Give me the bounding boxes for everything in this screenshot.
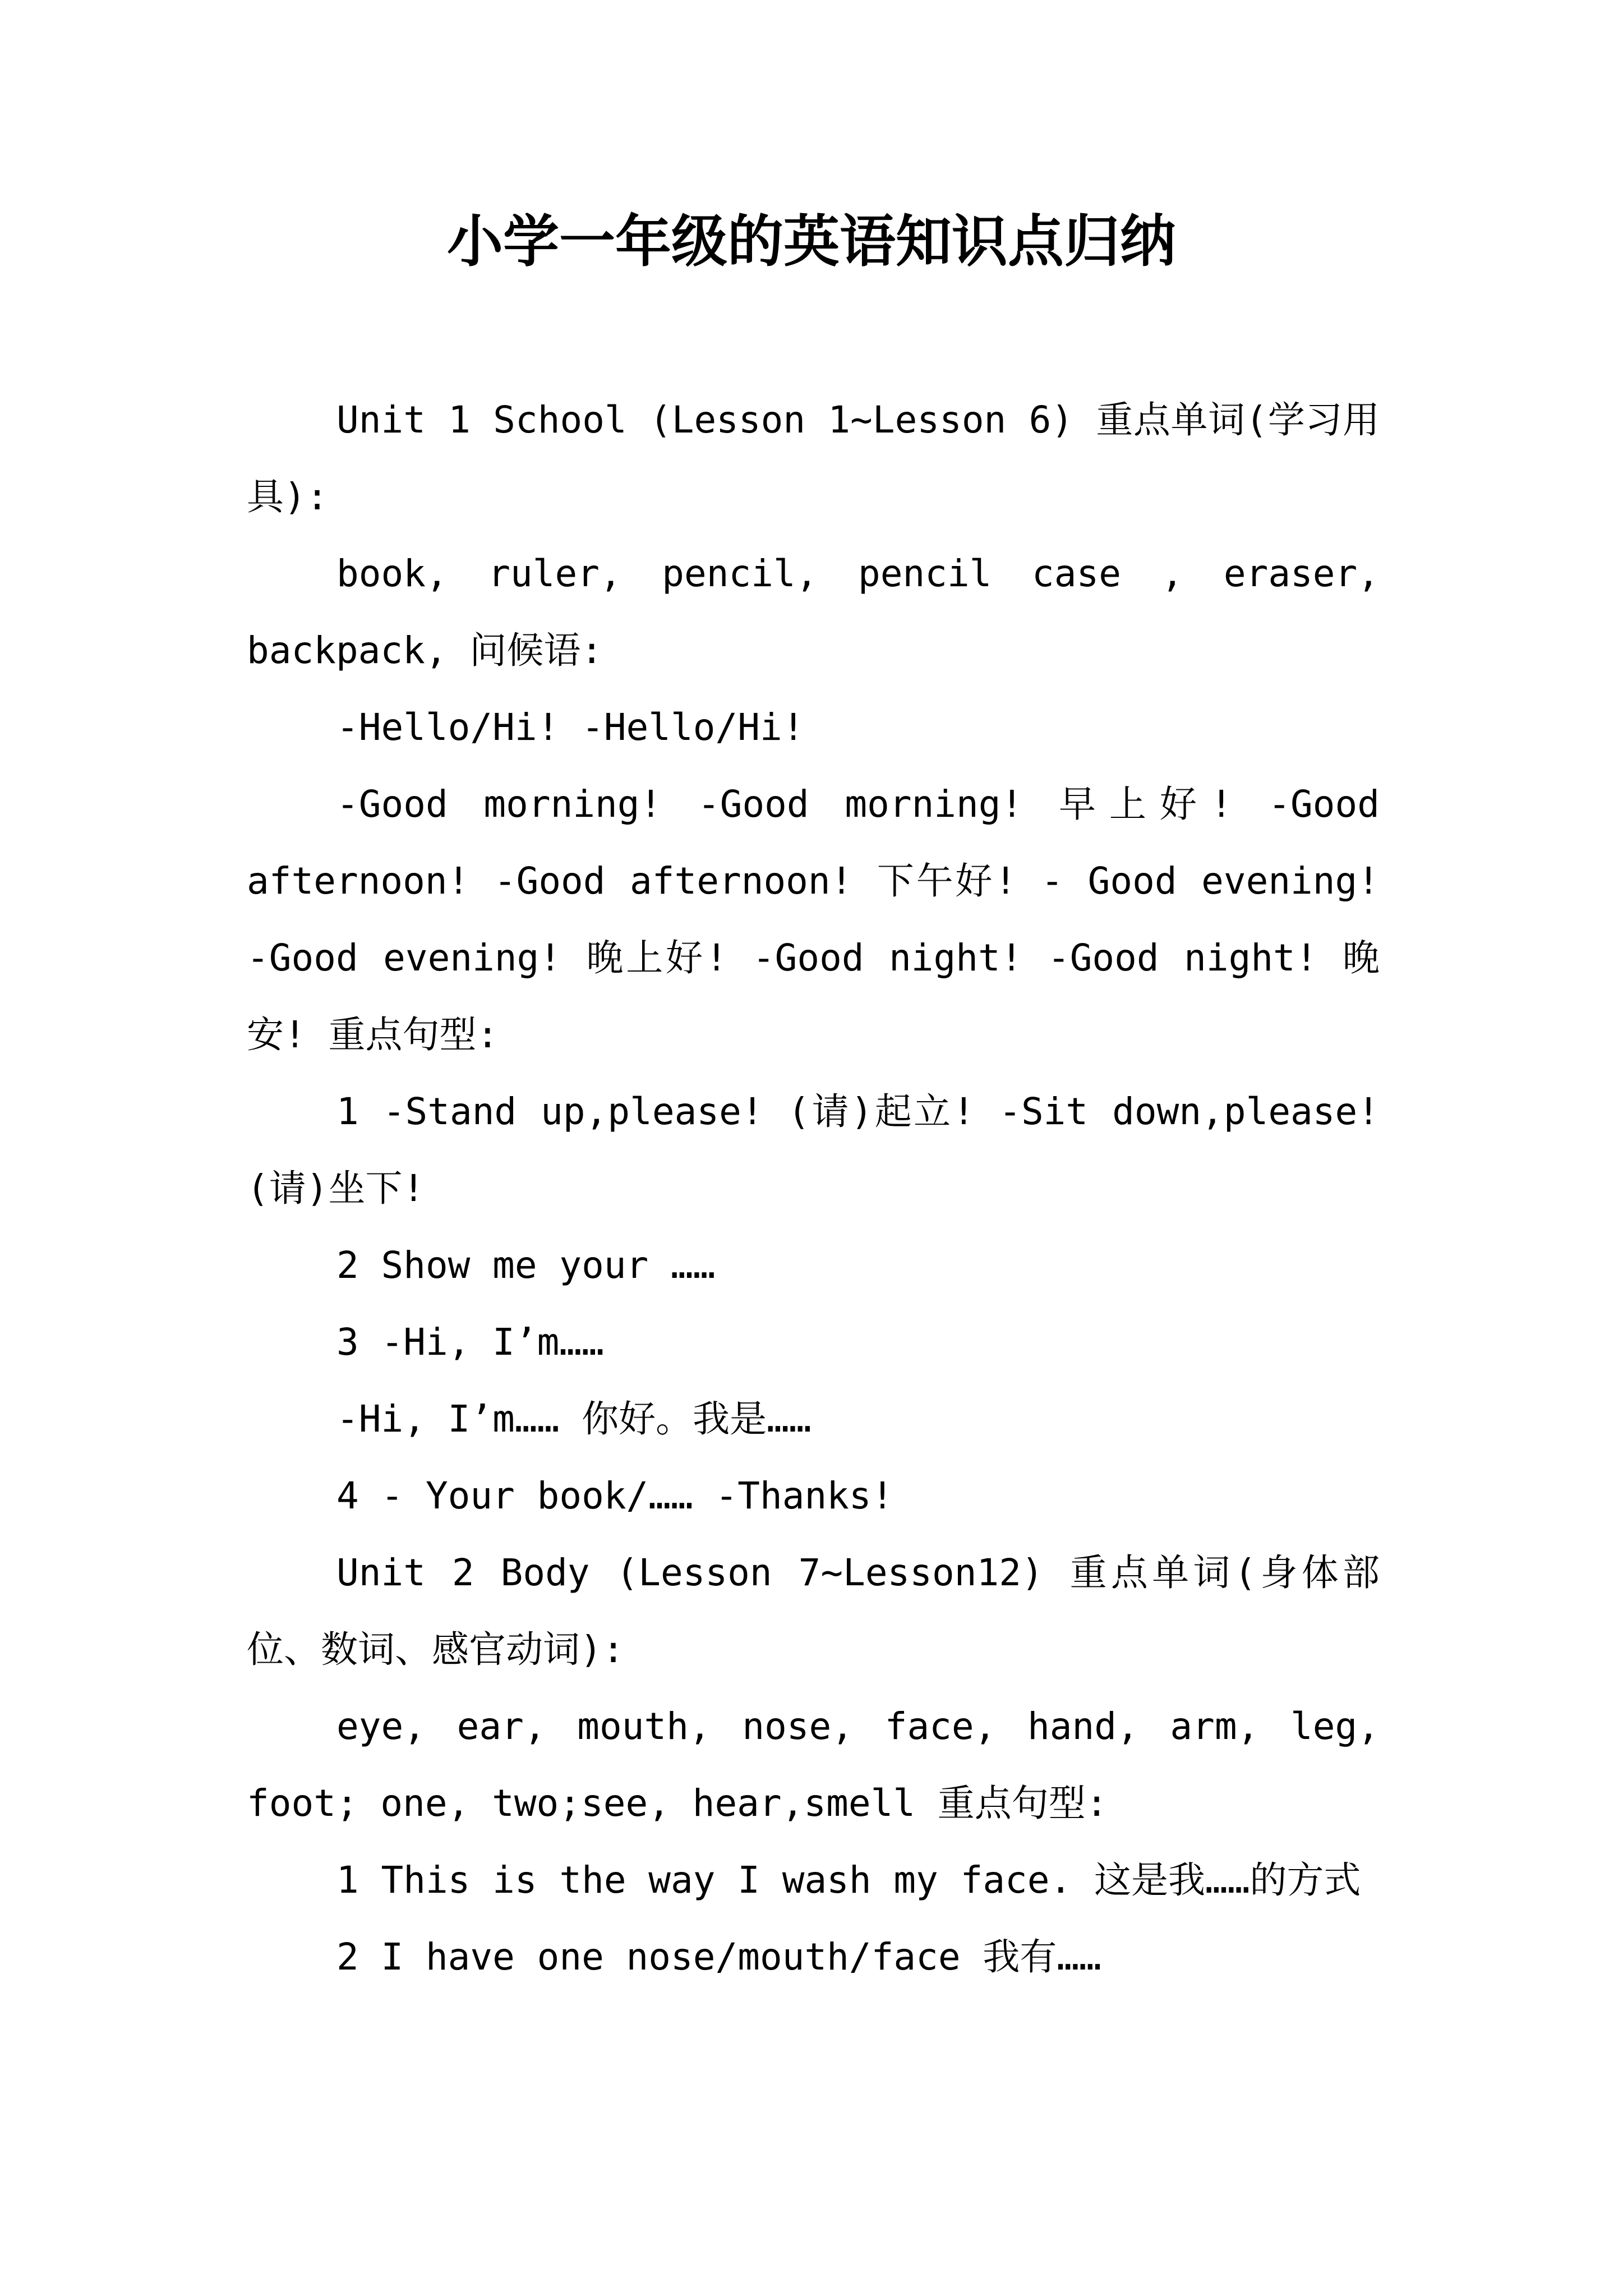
- paragraph-unit1-heading: Unit 1 School (Lesson 1~Lesson 6) 重点单词(学习用具):: [247, 398, 1380, 518]
- paragraph-greetings: -Good morning! -Good morning! 早上好! -Good afternoon! -Good afternoon! 下午好! - Good evening! -Good evening! 晚上好! -Good night! -Good night! 晚安! 重点句型:: [247, 783, 1380, 1056]
- paragraph-unit1-vocab: book, ruler, pencil, pencil case , eraser, backpack, 问候语:: [247, 552, 1380, 672]
- paragraph-sentence-3: 3 -Hi, I’m……: [336, 1320, 604, 1364]
- document-title: 小学一年级的英语知识点归纳: [447, 208, 1176, 274]
- paragraph-unit2-sentence-1: 1 This is the way I wash my face. 这是我……的方式: [336, 1858, 1361, 1902]
- paragraph-sentence-2: 2 Show me your ……: [336, 1244, 716, 1287]
- paragraph-unit2-vocab: eye, ear, mouth, nose, face, hand, arm, leg, foot; one, two;see, hear,smell 重点句型:: [247, 1705, 1380, 1825]
- document-body: [247, 381, 1380, 1995]
- paragraph-sentence-4: 4 - Your book/…… -Thanks!: [336, 1474, 894, 1517]
- paragraph-sentence-1: 1 -Stand up,please! (请)起立! -Sit down,please! (请)坐下!: [247, 1090, 1380, 1210]
- paragraph-unit2-sentence-2: 2 I have one nose/mouth/face 我有……: [336, 1935, 1101, 1978]
- paragraph-hello: -Hello/Hi! -Hello/Hi!: [336, 706, 805, 749]
- paragraph-unit2-heading: Unit 2 Body (Lesson 7~Lesson12) 重点单词(身体部位、数词、感官动词):: [247, 1551, 1380, 1671]
- paragraph-sentence-3-reply: -Hi, I’m…… 你好。我是……: [336, 1397, 811, 1441]
